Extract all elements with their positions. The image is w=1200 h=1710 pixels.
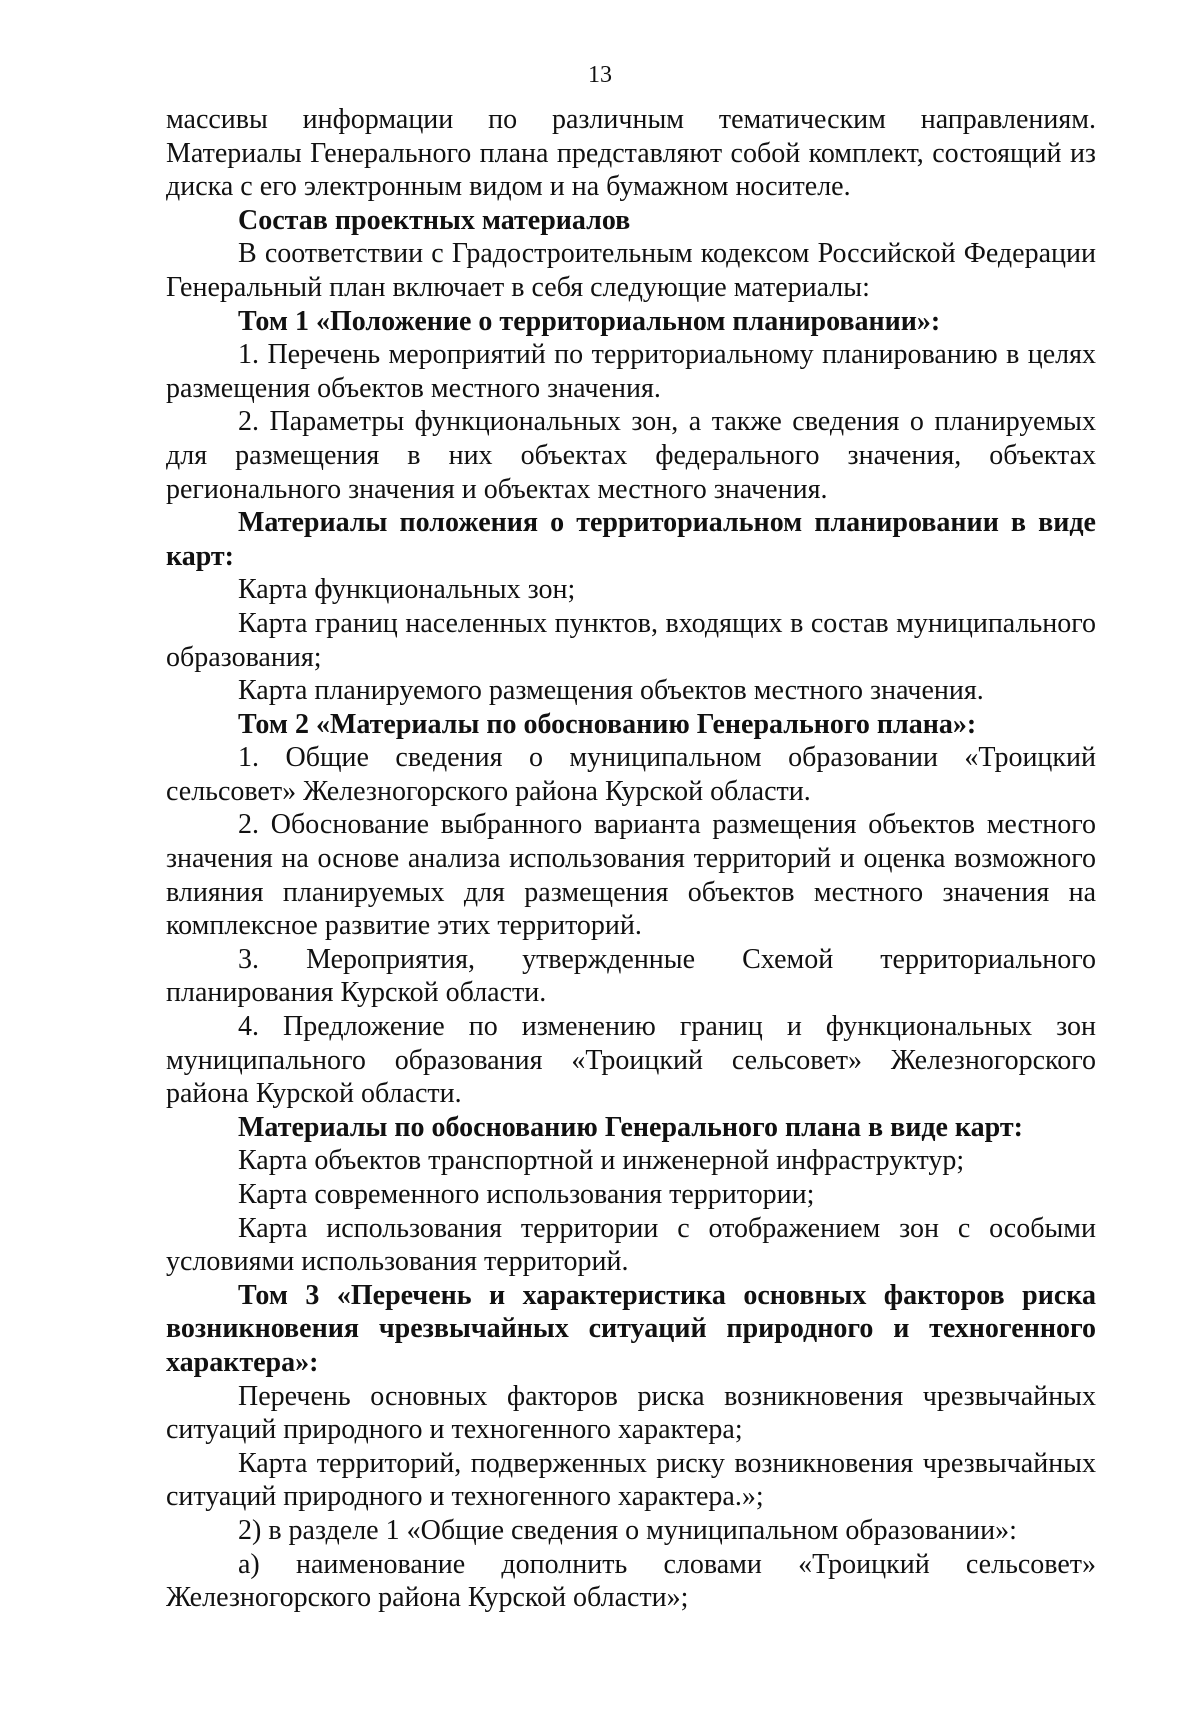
heading-volume-1-maps: Материалы положения о территориальном планировании в виде карт: [166,507,1096,572]
list-item: 3. Мероприятия, утвержденные Схемой территориального планирования Курской области. [166,943,1096,1009]
map-item: Карта границ населенных пунктов, входящих в состав муниципального образования; [166,607,1096,673]
map-item: Карта планируемого размещения объектов местного значения. [238,675,984,707]
list-item: 2. Обоснование выбранного варианта размещения объектов местного значения на основе анализа использования территорий и оценка возможного влияния планируемых для размещения объектов местного значения на комплексное развитие этих территорий. [166,809,1096,942]
paragraph-intro: В соответствии с Градостроительным кодексом Российской Федерации Генеральный план включает в себя следующие материалы: [166,238,1096,303]
map-item: Карта территорий, подверженных риску возникновения чрезвычайных ситуаций природного и техногенного характера.»; [166,1447,1096,1513]
list-item: 1. Перечень мероприятий по территориальному планированию в целях размещения объектов местного значения. [166,339,1096,404]
paragraph-continuation: массивы информации по различным тематическим направлениям. Материалы Генерального плана представляют собой комплект, состоящий из диска с его электронным видом и на бумажном носителе. [166,104,1096,203]
list-item: 1. Общие сведения о муниципальном образовании «Троицкий сельсовет» Железногорского района Курской области. [166,742,1096,807]
amendment-item: а) наименование дополнить словами «Троицкий сельсовет» Железногорского района Курской области»; [166,1548,1096,1614]
amendment-item: 2) в разделе 1 «Общие сведения о муниципальном образовании»: [238,1514,1017,1546]
heading-project-materials: Состав проектных материалов [238,204,631,236]
map-item: Карта объектов транспортной и инженерной инфраструктур; [238,1145,965,1177]
map-item: Карта современного использования территории; [238,1179,815,1210]
map-item: Карта функциональных зон; [238,574,576,606]
list-item: 4. Предложение по изменению границ и функциональных зон муниципального образования «Троицкий сельсовет» Железногорского района Курской области. [166,1011,1096,1110]
heading-volume-2-maps: Материалы по обоснованию Генерального плана в виде карт: [238,1111,1023,1143]
list-item: 2. Параметры функциональных зон, а также сведения о планируемых для размещения в них объектах федерального значения, объектах регионального значения и объектах местного значения. [166,406,1096,505]
list-item: Перечень основных факторов риска возникновения чрезвычайных ситуаций природного и техногенного характера; [166,1380,1096,1446]
map-item: Карта использования территории с отображением зон с особыми условиями использования территорий. [166,1212,1096,1278]
heading-volume-3: Том 3 «Перечень и характеристика основных факторов риска возникновения чрезвычайных ситуаций природного и техногенного характера»: [166,1279,1096,1378]
document-body [166,103,1096,1615]
page-number: 13 [588,62,612,88]
heading-volume-2: Том 2 «Материалы по обоснованию Генерального плана»: [238,708,977,740]
heading-volume-1: Том 1 «Положение о территориальном планировании»: [238,305,941,337]
